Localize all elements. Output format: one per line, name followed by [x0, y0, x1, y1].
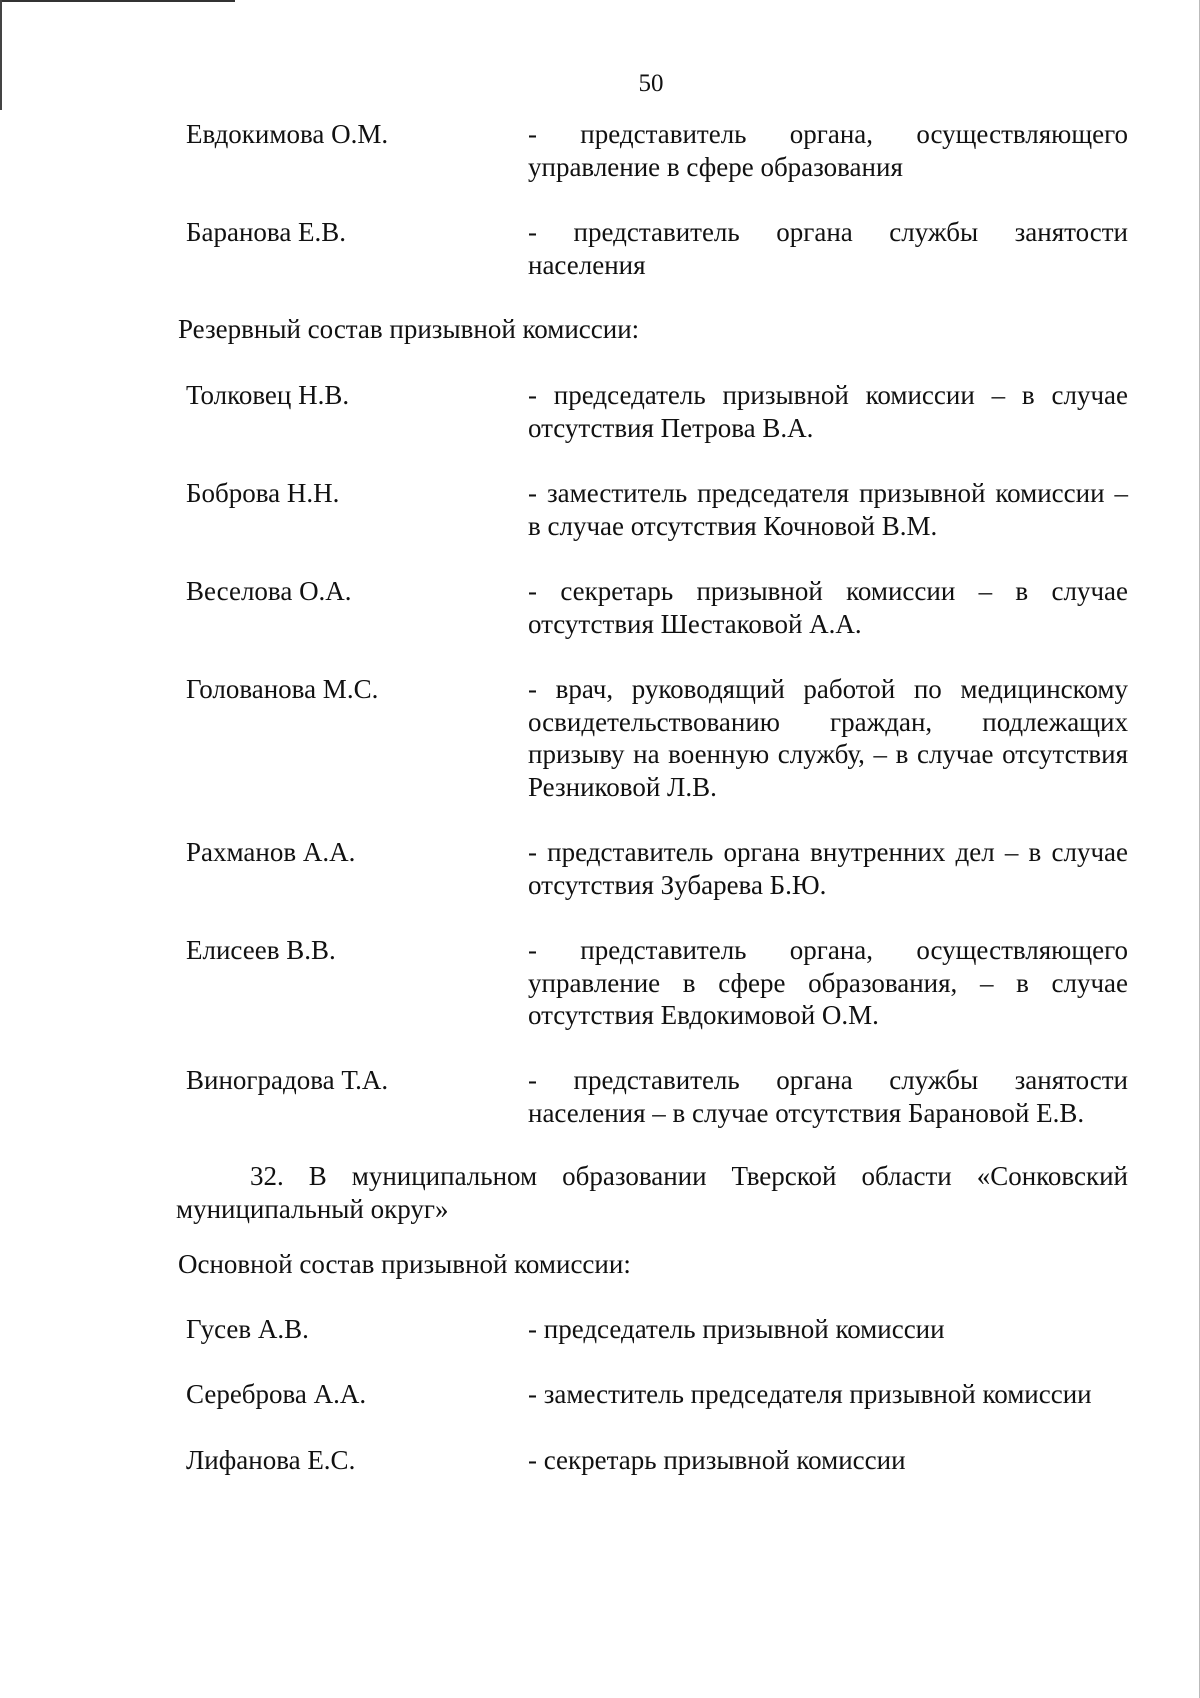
main-heading: Основной состав призывной комиссии:	[178, 1249, 631, 1279]
section-paragraph: 32. В муниципальном образовании Тверской области «Сонковский муниципальный округ»	[176, 1161, 1128, 1224]
member-name: Виноградова Т.А.	[186, 1065, 389, 1095]
member-name: Толковец Н.В.	[186, 380, 350, 410]
member-name: Голованова М.С.	[186, 674, 379, 704]
member-name: Сереброва А.А.	[186, 1379, 367, 1409]
member-name: Елисеев В.В.	[186, 935, 336, 965]
member-name: Веселова О.А.	[186, 576, 352, 606]
member-name: Евдокимова О.М.	[186, 119, 389, 149]
member-name: Лифанова Е.С.	[186, 1445, 356, 1475]
member-role: - представитель органа службы занятости населения	[528, 217, 1128, 280]
member-role: - заместитель председателя призывной комиссии – в случае отсутствия Кочновой В.М.	[528, 478, 1128, 541]
member-role: - врач, руководящий работой по медицинскому освидетельствованию граждан, подлежащих призыву на военную службу, – в случае отсутствия Резниковой Л.В.	[528, 674, 1128, 802]
member-role: - представитель органа службы занятости населения – в случае отсутствия Барановой Е.В.	[528, 1065, 1128, 1128]
member-role: - представитель органа, осуществляющего управление в сфере образования	[528, 119, 1128, 182]
member-name: Баранова Е.В.	[186, 217, 347, 247]
member-role: - председатель призывной комиссии	[528, 1314, 945, 1344]
member-role: - заместитель председателя призывной комиссии	[528, 1379, 1092, 1409]
page-number: 50	[638, 70, 664, 97]
member-role: - секретарь призывной комиссии	[528, 1445, 906, 1475]
member-role: - председатель призывной комиссии – в случае отсутствия Петрова В.А.	[528, 380, 1128, 443]
member-name: Рахманов А.А.	[186, 837, 356, 867]
member-role: - представитель органа внутренних дел – в случае отсутствия Зубарева Б.Ю.	[528, 837, 1128, 900]
scan-edge-top	[0, 0, 235, 2]
member-role: - секретарь призывной комиссии – в случае отсутствия Шестаковой А.А.	[528, 576, 1128, 639]
member-role: - представитель органа, осуществляющего управление в сфере образования, – в случае отсутствия Евдокимовой О.М.	[528, 935, 1128, 1030]
reserve-heading: Резервный состав призывной комиссии:	[178, 314, 640, 344]
member-name: Боброва Н.Н.	[186, 478, 340, 508]
member-name: Гусев А.В.	[186, 1314, 309, 1344]
